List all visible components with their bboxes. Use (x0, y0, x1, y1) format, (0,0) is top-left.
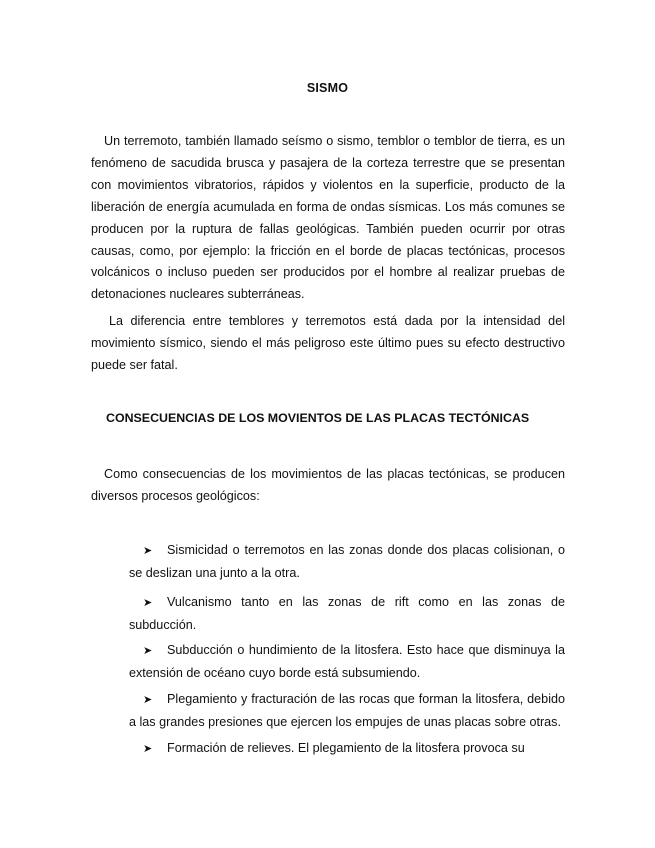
list-item-text: Formación de relieves. El plegamiento de la litosfera provoca su (167, 741, 525, 755)
list-item (129, 689, 565, 734)
arrow-bullet-icon: ➤ (143, 743, 153, 755)
paragraph-consequences-intro: Como consecuencias de los movimientos de las placas tectónicas, se producen diversos procesos geológicos: (91, 467, 565, 503)
list-item (129, 738, 565, 761)
paragraph-difference: La diferencia entre temblores y terremotos está dada por la intensidad del movimiento sísmico, siendo el más peligroso este último pues su efecto destructivo puede ser fatal. (91, 314, 565, 372)
list-item (129, 540, 565, 585)
arrow-bullet-icon: ➤ (143, 694, 153, 706)
arrow-bullet-icon: ➤ (143, 597, 153, 609)
list-item-text: Vulcanismo tanto en las zonas de rift como en las zonas de subducción. (129, 595, 565, 632)
list-item-text: Sismicidad o terremotos en las zonas donde dos placas colisionan, o se deslizan una junto a la otra. (129, 543, 565, 580)
arrow-bullet-icon: ➤ (143, 545, 153, 557)
list-item (129, 592, 565, 637)
list-item-text: Plegamiento y fracturación de las rocas que forman la litosfera, debido a las grandes presiones que ejercen los empujes de unas placas sobre otras. (129, 692, 565, 729)
list-item-text: Subducción o hundimiento de la litosfera. Esto hace que disminuya la extensión de océano cuyo borde está subsumiendo. (129, 643, 565, 680)
paragraph-earthquake-definition: Un terremoto, también llamado seísmo o sismo, temblor o temblor de tierra, es un fenómeno de sacudida brusca y pasajera de la corteza terrestre que se presentan con movimientos vibratorios, rápidos y violentos en la superficie, producto de la liberación de energía acumulada en forma de ondas sísmicas. Los más comunes se producen por la ruptura de fallas geológicas. También pueden ocurrir por otras causas, como, por ejemplo: la fricción en el borde de placas tectónicas, procesos volcánicos o incluso pueden ser producidos por el hombre al realizar pruebas de detonaciones nucleares subterráneas. (91, 134, 565, 302)
list-item (129, 640, 565, 685)
page-title: SISMO (306, 81, 349, 95)
section-heading-consequences: CONSECUENCIAS DE LOS MOVIENTOS DE LAS PLACAS TECTÓNICAS (106, 411, 530, 425)
arrow-bullet-icon: ➤ (143, 645, 153, 657)
